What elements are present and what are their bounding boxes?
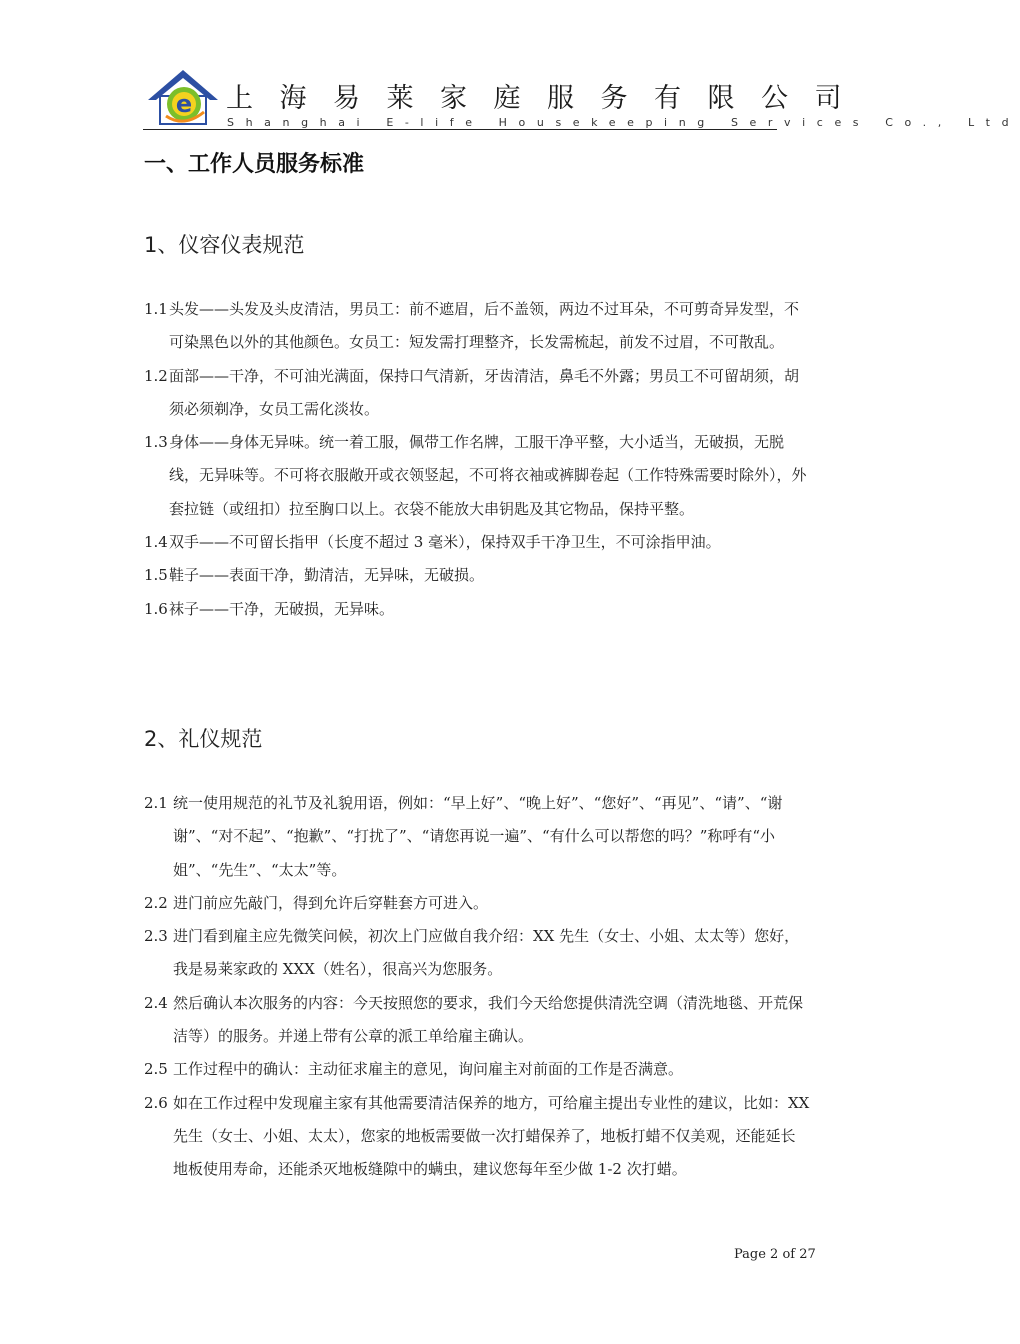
list-item bbox=[144, 293, 810, 360]
section-heading-appearance: 1、仪容仪表规范 bbox=[144, 233, 305, 257]
clause-number: 2.4 bbox=[144, 993, 168, 1012]
svg-text:e: e bbox=[175, 90, 193, 118]
clause-text: 如在工作过程中发现雇主家有其他需要清洁保养的地方，可给雇主提出专业性的建议，比如：XX 先生（女士、小姐、太太），您家的地板需要做一次打蜡保养了，地板打蜡不仅美观，还能延长地板使用寿命，还能杀灭地板缝隙中的螨虫，建议您每年至少做 1-2 次打蜡。 bbox=[173, 1093, 810, 1179]
clause-number: 1.4 bbox=[144, 533, 168, 552]
clause-number: 2.6 bbox=[144, 1093, 168, 1112]
clause-number: 2.3 bbox=[144, 927, 168, 946]
list-item bbox=[144, 1053, 810, 1086]
clause-number: 2.5 bbox=[144, 1060, 168, 1079]
clause-text: 头发——头发及头皮清洁，男员工：前不遮眉，后不盖领，两边不过耳朵，不可剪奇异发型，不可染黑色以外的其他颜色。女员工：短发需打理整齐，长发需梳起，前发不过眉，不可散乱。 bbox=[169, 300, 800, 352]
clause-text: 鞋子——表面干净，勤清洁，无异味，无破损。 bbox=[169, 566, 485, 585]
list-item bbox=[144, 920, 810, 987]
clause-number: 1.5 bbox=[144, 566, 168, 585]
list-item bbox=[144, 360, 810, 427]
page-title: 一、工作人员服务标准 bbox=[144, 152, 365, 177]
company-name-cn: 上海易莱家庭服务有限公司 bbox=[226, 83, 868, 114]
clause-number: 1.3 bbox=[144, 433, 168, 452]
clause-number: 2.1 bbox=[144, 794, 168, 812]
clause-text: 统一使用规范的礼节及礼貌用语，例如：“早上好”、“晚上好”、“您好”、“再见”、“请”、“谢谢”、“对不起”、“抱歉”、“打扰了”、“请您再说一遍”、“有什么可以帮您的吗？”称呼有“小姐”、“先生”、“太太”等。 bbox=[173, 794, 783, 879]
clause-text: 身体——身体无异味。统一着工服，佩带工作名牌，工服干净平整，大小适当，无破损，无脱线，无异味等。不可将衣服敞开或衣领竖起，不可将衣袖或裤脚卷起（工作特殊需要时除外），外套拉链（或纽扣）拉至胸口以上。衣袋不能放大串钥匙及其它物品，保持平整。 bbox=[169, 433, 807, 518]
clause-text: 面部——干净，不可油光满面，保持口气清新，牙齿清洁，鼻毛不外露；男员工不可留胡须，胡须必须剃净，女员工需化淡妆。 bbox=[169, 366, 800, 418]
clause-text: 进门前应先敲门，得到允许后穿鞋套方可进入。 bbox=[173, 893, 489, 912]
clause-text: 工作过程中的确认：主动征求雇主的意见，询问雇主对前面的工作是否满意。 bbox=[173, 1060, 684, 1079]
list-item bbox=[144, 559, 810, 592]
list-item bbox=[144, 887, 810, 920]
company-name-en: Shanghai E-life Housekeeping Services Co., Ltd bbox=[227, 116, 1020, 129]
section-heading-etiquette: 2、礼仪规范 bbox=[144, 727, 263, 751]
list-item bbox=[144, 1087, 810, 1187]
page-header bbox=[143, 66, 1020, 132]
clause-number: 2.2 bbox=[144, 893, 168, 912]
clause-number: 1.6 bbox=[144, 599, 168, 618]
clause-text: 然后确认本次服务的内容：今天按照您的要求，我们今天给您提供清洗空调（清洗地毯、开荒保洁等）的服务。并递上带有公章的派工单给雇主确认。 bbox=[173, 993, 804, 1046]
list-item bbox=[144, 593, 810, 626]
header-divider bbox=[143, 129, 777, 130]
clause-list-appearance bbox=[144, 293, 810, 626]
list-item bbox=[144, 426, 810, 526]
list-item bbox=[144, 787, 810, 887]
house-e-logo bbox=[146, 66, 220, 126]
page-number: Page 2 of 27 bbox=[734, 1247, 816, 1262]
clause-number: 1.2 bbox=[144, 366, 168, 385]
list-item bbox=[144, 987, 810, 1054]
list-item bbox=[144, 526, 810, 559]
clause-number: 1.1 bbox=[144, 300, 168, 318]
clause-text: 进门看到雇主应先微笑问候，初次上门应做自我介绍：XX 先生（女士、小姐、太太等）您好，我是易莱家政的 XXX（姓名），很高兴为您服务。 bbox=[173, 927, 800, 979]
clause-text: 袜子——干净，无破损，无异味。 bbox=[169, 599, 395, 618]
clause-text: 双手——不可留长指甲（长度不超过 3 毫米），保持双手干净卫生，不可涂指甲油。 bbox=[169, 533, 721, 552]
clause-list-etiquette bbox=[144, 787, 810, 1187]
